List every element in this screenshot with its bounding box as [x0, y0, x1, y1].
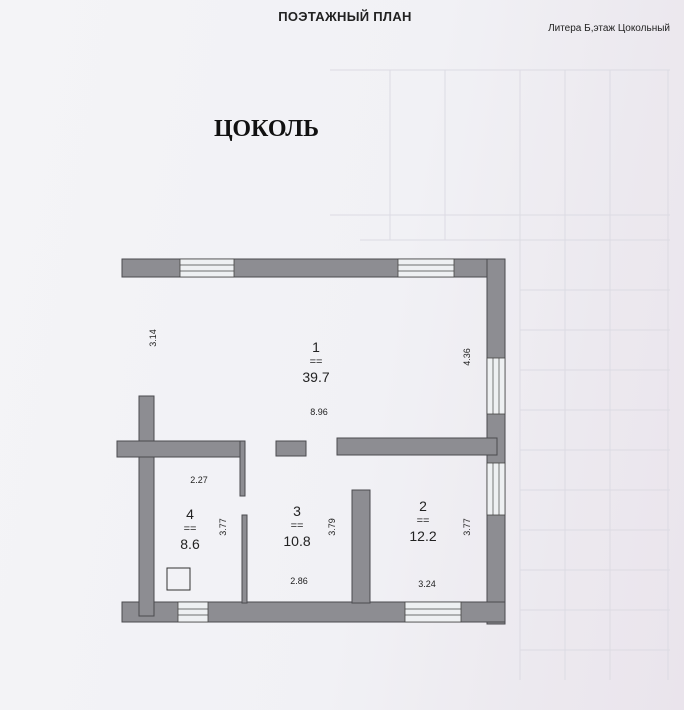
room-4-label [180, 506, 200, 552]
window-top-left [180, 259, 234, 277]
room-equals: == [309, 356, 323, 368]
room-1-label [302, 339, 329, 385]
partition-room4-room3 [242, 515, 247, 603]
window-top-right [398, 259, 454, 277]
room-3-label [283, 503, 310, 549]
dimension-room3-width: 2.86 [290, 576, 308, 586]
room-equals: == [416, 515, 430, 527]
document-title: ПОЭТАЖНЫЙ ПЛАН [278, 9, 412, 24]
left-wall [139, 396, 154, 616]
room-number: 2 [419, 498, 427, 514]
dimension-room2-width: 3.24 [418, 579, 436, 589]
dimension-room2-height: 3.77 [462, 518, 472, 536]
partition-room3-room2 [352, 490, 370, 603]
column-block [276, 441, 306, 456]
room-area: 39.7 [302, 369, 330, 385]
room-area: 10.8 [283, 533, 311, 549]
dimension-room1-width: 8.96 [310, 407, 328, 417]
room-equals: == [183, 523, 197, 535]
room-equals: == [290, 520, 304, 532]
document-subtitle: Литера Б,этаж Цокольный [548, 23, 670, 34]
room-number: 1 [312, 339, 320, 355]
dimension-room4-width: 2.27 [190, 475, 208, 485]
dimension-right-upper: 4.36 [462, 348, 472, 366]
room-number: 4 [186, 506, 194, 522]
room-area: 8.6 [180, 536, 200, 552]
room-2-label [409, 498, 436, 544]
partition-left [117, 441, 245, 457]
window-bottom-right [405, 602, 461, 622]
dimension-room3-height: 3.79 [327, 518, 337, 536]
partition-left-stub [240, 441, 245, 496]
room-number: 3 [293, 503, 301, 519]
room-area: 12.2 [409, 528, 437, 544]
window-right-lower [487, 463, 505, 515]
window-right-upper [487, 358, 505, 414]
dimension-left-upper: 3.14 [148, 329, 158, 347]
stove-square [167, 568, 190, 590]
partition-right [337, 438, 497, 455]
floor-title: ЦОКОЛЬ [214, 116, 320, 142]
dimension-room4-height: 3.77 [218, 518, 228, 536]
window-bottom-left [178, 602, 208, 622]
